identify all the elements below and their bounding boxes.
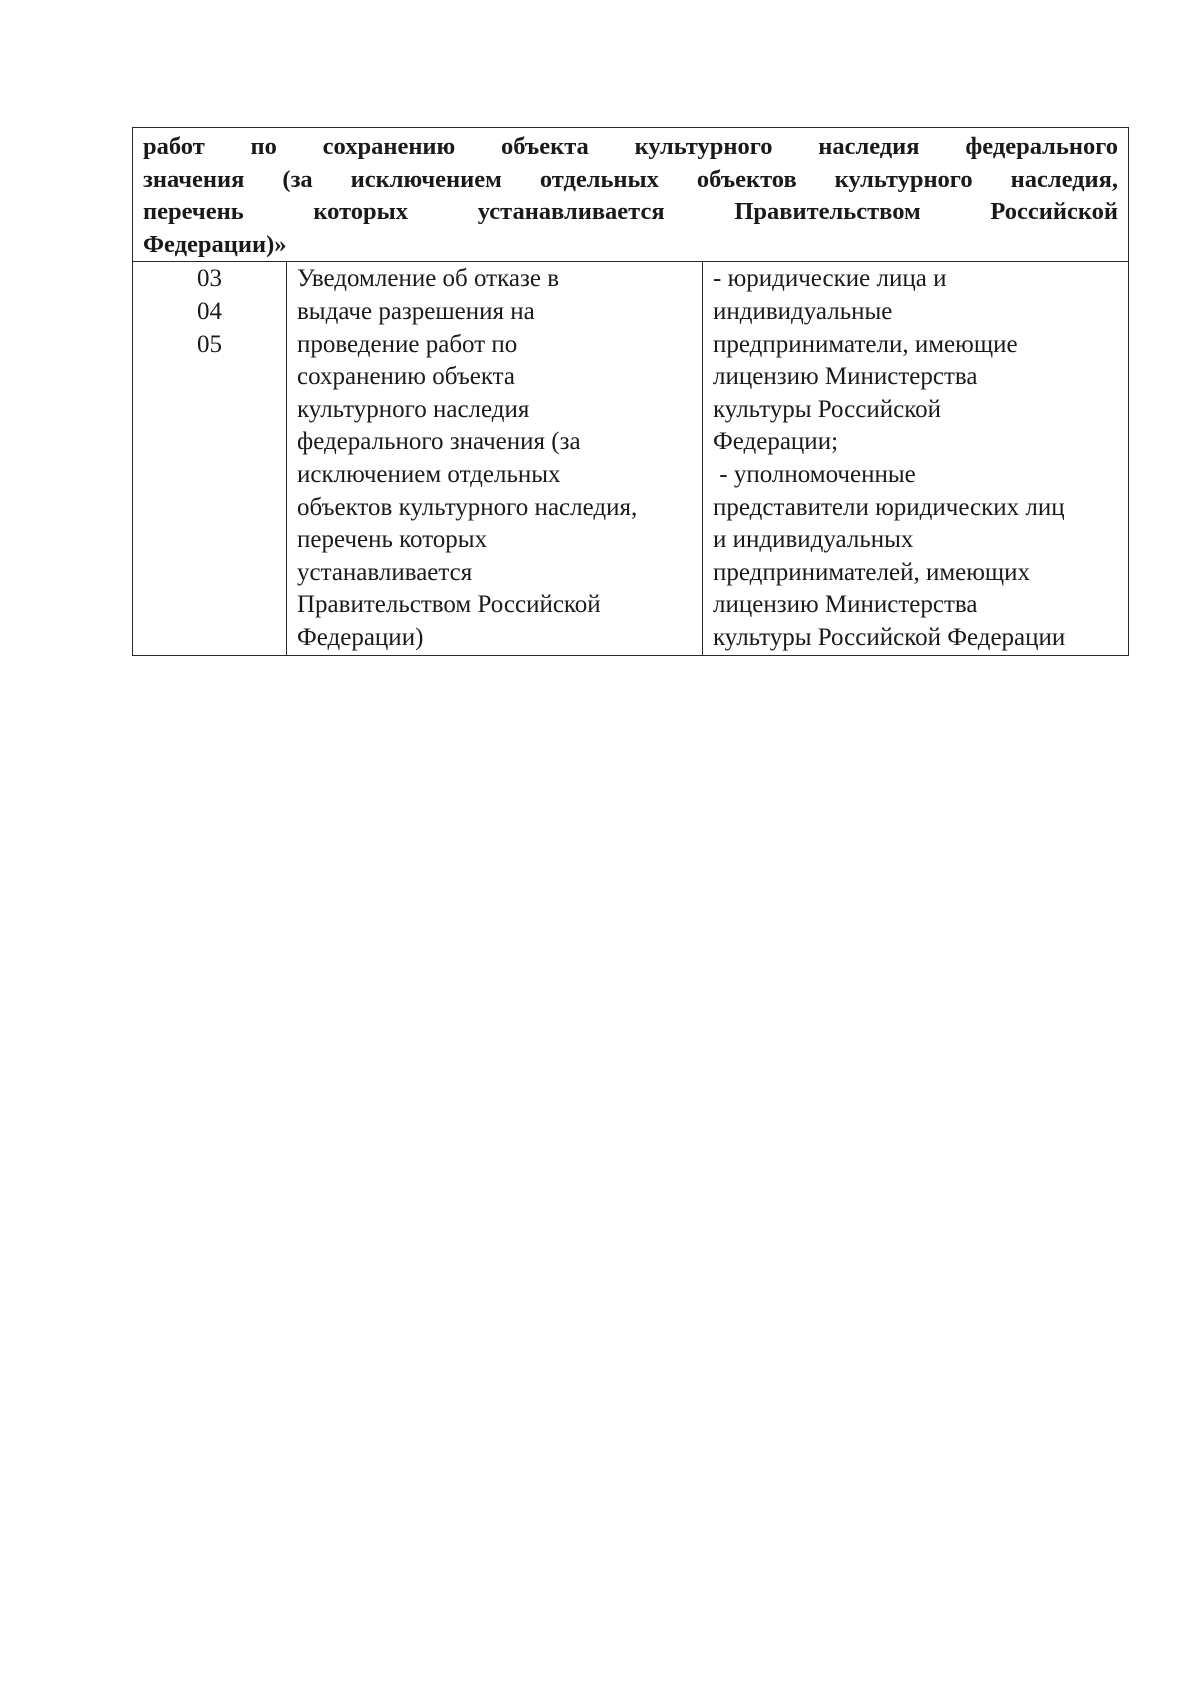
document-name-line: Уведомление об отказе в xyxy=(297,265,559,293)
header-line: Федерации)» xyxy=(143,230,287,258)
applicant-line: представители юридических лиц xyxy=(713,493,1065,521)
document-name-line: федерального значения (за xyxy=(297,428,581,456)
applicant-line: лицензию Министерства xyxy=(713,363,978,391)
table-header-row xyxy=(133,128,1129,262)
applicant-line: предпринимателей, имеющих xyxy=(713,558,1031,586)
header-line: значения (за исключением отдельных объектов культурного наследия, xyxy=(143,165,1119,193)
applicant-line: - юридические лица и xyxy=(713,265,947,293)
applicant-line: предприниматели, имеющие xyxy=(713,330,1018,358)
code-value: 03 xyxy=(197,265,222,293)
document-name-line: исключением отдельных xyxy=(297,460,561,488)
applicant-line: культуры Российской xyxy=(713,395,941,423)
document-name-line: объектов культурного наследия, xyxy=(297,493,638,521)
codes-cell xyxy=(133,262,287,655)
applicant-line: - уполномоченные xyxy=(713,460,916,488)
applicant-line: индивидуальные xyxy=(713,297,893,325)
document-name-line: проведение работ по xyxy=(297,330,518,358)
applicants-cell xyxy=(703,262,1129,655)
header-line: работ по сохранению объекта культурного наследия федерального xyxy=(143,133,1119,160)
code-value: 05 xyxy=(197,330,222,358)
applicant-line: Федерации; xyxy=(713,428,839,456)
document-name-line: сохранению объекта xyxy=(297,363,515,391)
code-value: 04 xyxy=(197,297,222,325)
header-line: перечень которых устанавливается Правительством Российской xyxy=(143,198,1119,226)
document-name-line: устанавливается xyxy=(297,558,473,586)
document-name-line: выдаче разрешения на xyxy=(297,297,535,325)
document-table xyxy=(132,127,1129,656)
applicant-line: культуры Российской Федерации xyxy=(713,623,1066,651)
document-name-line: Правительством Российской xyxy=(297,591,601,619)
applicant-line: и индивидуальных xyxy=(713,526,914,554)
applicant-line: лицензию Министерства xyxy=(713,591,978,619)
document-name-line: перечень которых xyxy=(297,526,488,554)
document-name-line: Федерации) xyxy=(297,623,424,651)
document-name-cell xyxy=(287,262,703,655)
table-row xyxy=(133,262,1129,655)
table-header-cell xyxy=(133,128,1129,262)
document-name-line: культурного наследия xyxy=(297,395,530,423)
